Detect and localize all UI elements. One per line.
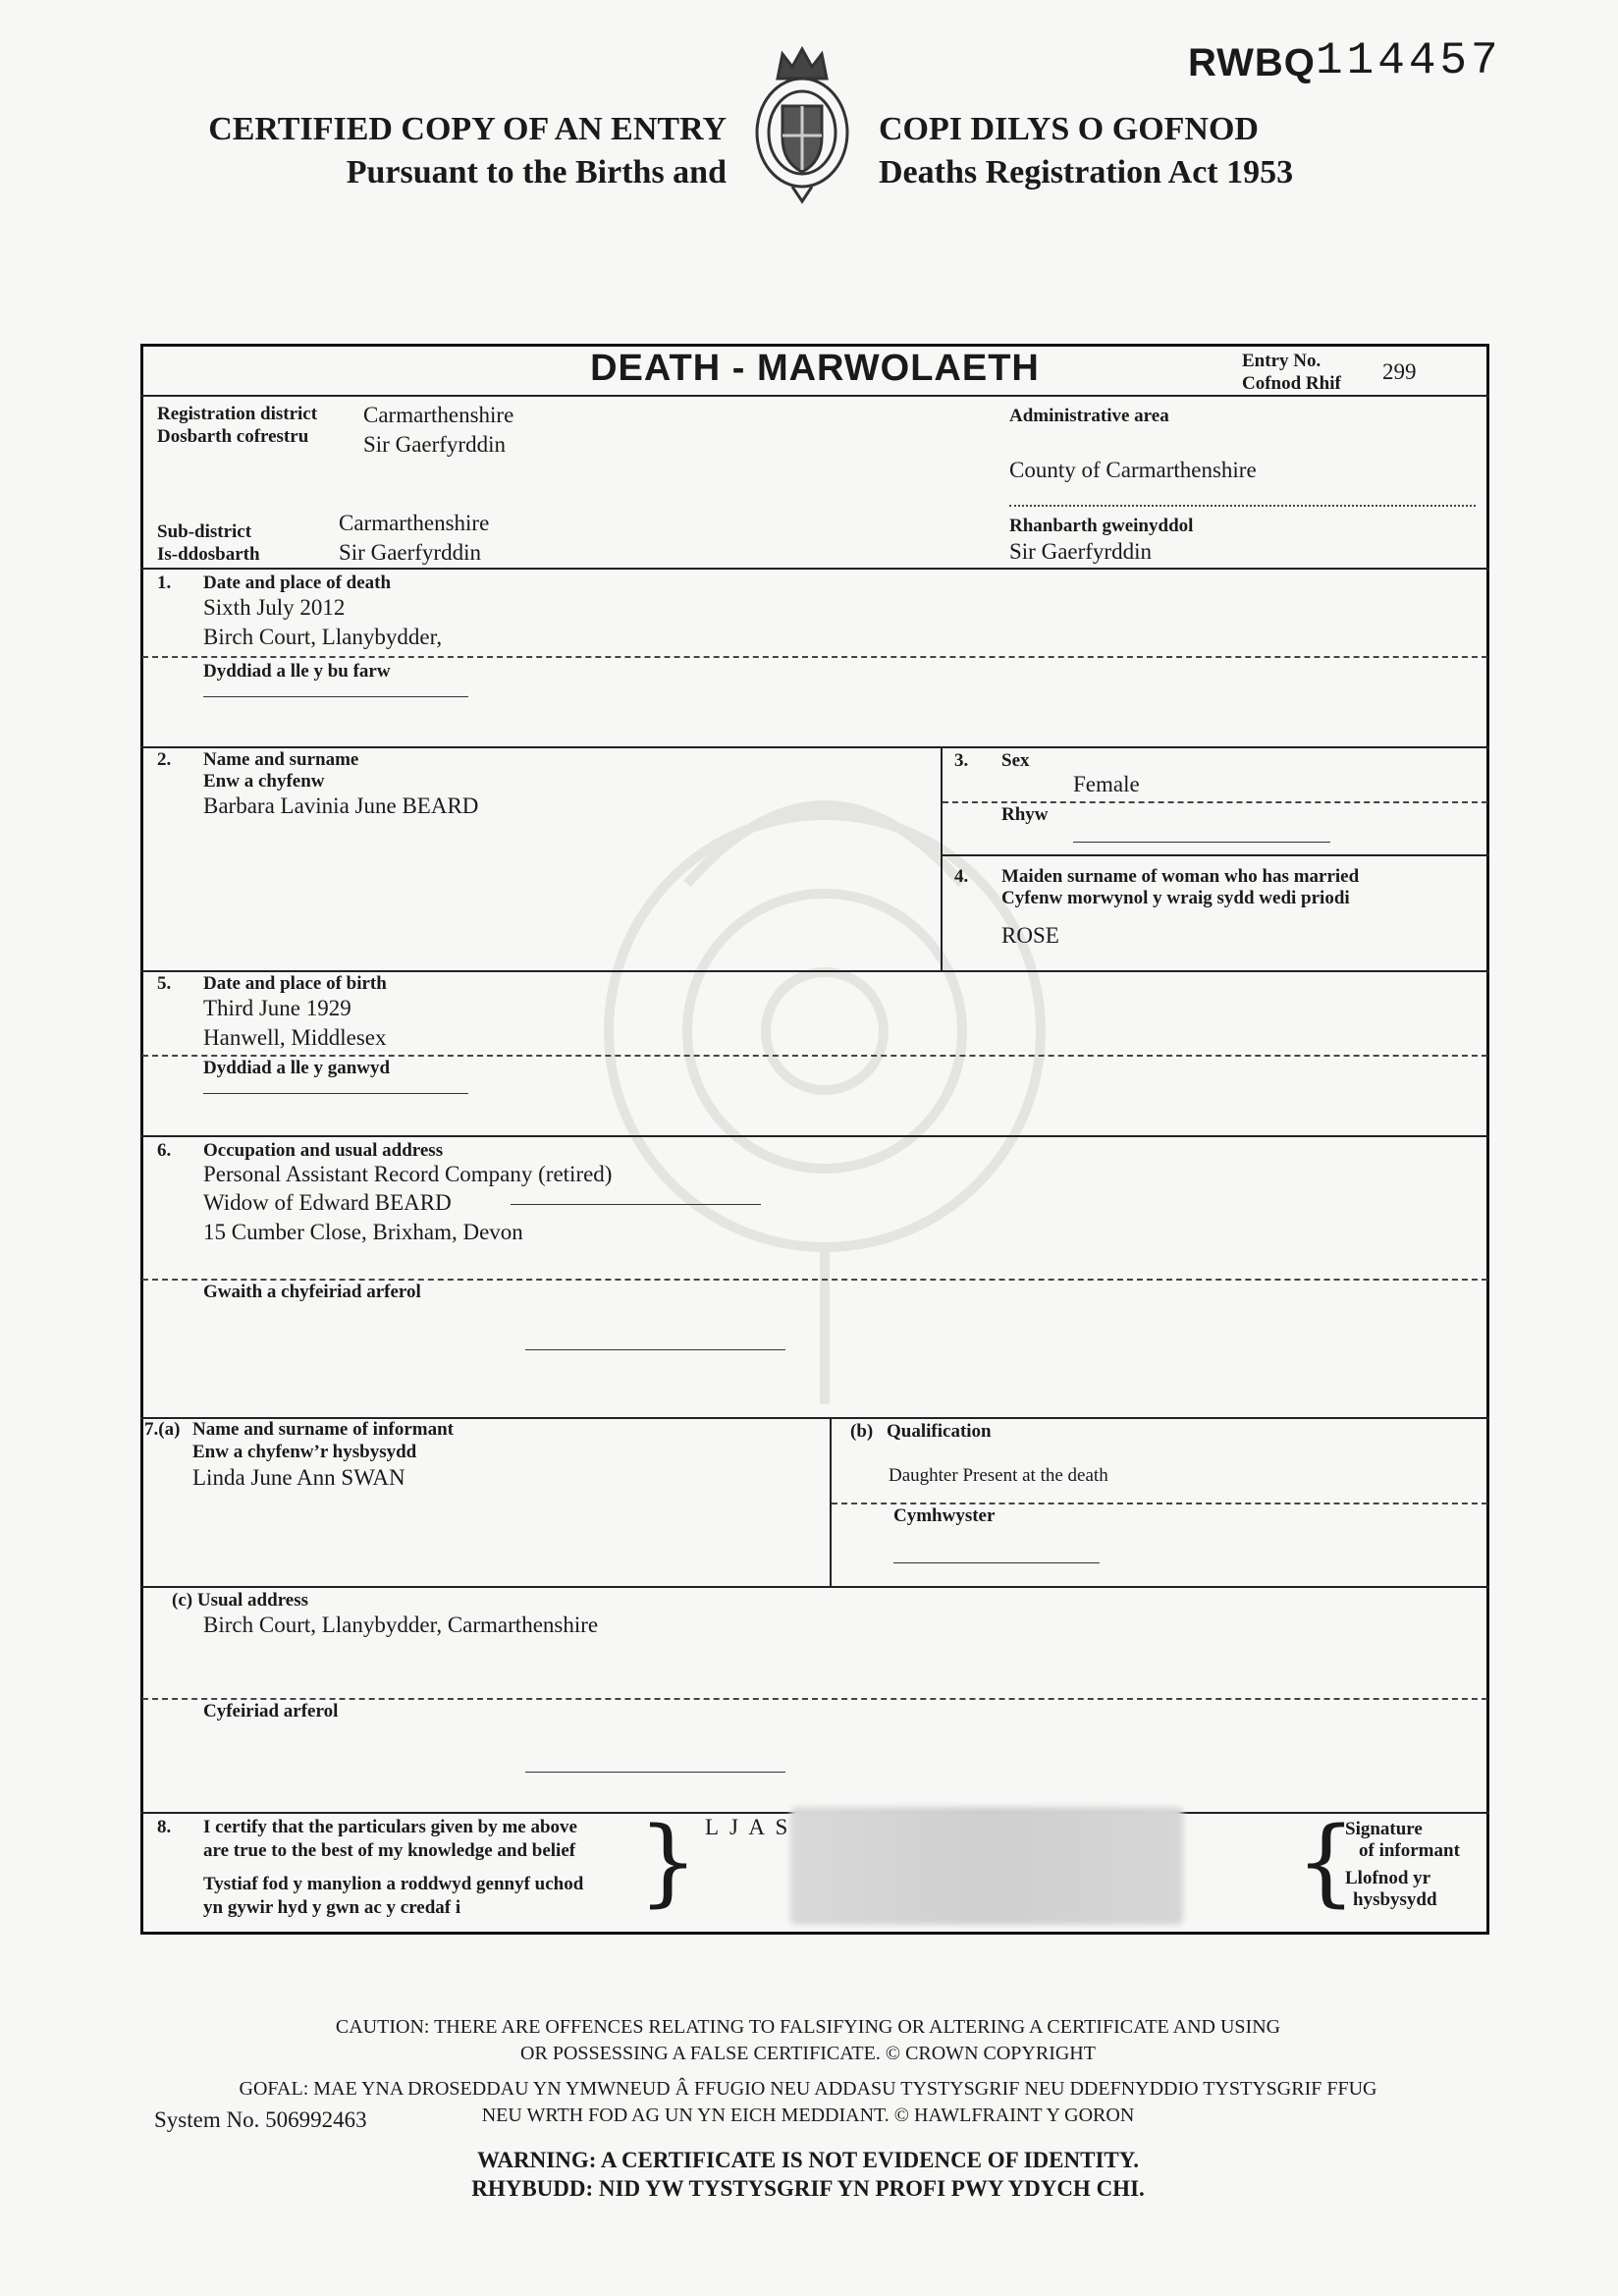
gofal-line2: NEU WRTH FOD AG UN YN EICH MEDDIANT. © HAWLFRAINT Y GORON	[481, 2105, 1135, 2126]
reg-district-value	[363, 401, 513, 460]
reg-district-cy: Sir Gaerfyrddin	[363, 432, 506, 457]
royal-coat-of-arms-icon	[748, 39, 856, 206]
field5-label-en: Date and place of birth	[203, 973, 387, 994]
field8-certify-text	[203, 1816, 583, 1920]
field6-label-en: Occupation and usual address	[203, 1140, 444, 1161]
reg-district-label-en: Registration district	[157, 404, 318, 424]
reg-district-en: Carmarthenshire	[363, 403, 514, 427]
caution-line1: CAUTION: THERE ARE OFFENCES RELATING TO FALSIFYING OR ALTERING A CERTIFICATE AND USING	[335, 2016, 1281, 2038]
form-title: DEATH - MARWOLAETH	[590, 348, 1040, 389]
field3-label-en: Sex	[1001, 750, 1030, 771]
field6-label-cy: Gwaith a chyfeiriad arferol	[203, 1282, 421, 1302]
header-left-line1: CERTIFIED COPY OF AN ENTRY	[208, 111, 727, 147]
field3-label-cy: Rhyw	[1001, 804, 1049, 825]
right-brace-icon: }	[638, 1807, 699, 1917]
admin-area-label-en: Administrative area	[1009, 406, 1169, 426]
field3-value: Female	[1073, 772, 1140, 796]
field8-en-line1: I certify that the particulars given by me above	[203, 1817, 577, 1837]
field7c-label-cy: Cyfeiriad arferol	[203, 1701, 339, 1722]
sig-label-cy-1: Llofnod yr	[1345, 1868, 1431, 1888]
field7c-value: Birch Court, Llanybydder, Carmarthenshire	[203, 1613, 599, 1637]
sig-label-en-1: Signature	[1345, 1819, 1423, 1839]
reg-district-label-cy: Dosbarth cofrestru	[157, 426, 309, 447]
sig-label-en-2: of informant	[1359, 1840, 1460, 1861]
header-left-line2: Pursuant to the Births and	[346, 154, 727, 191]
field1-place: Birch Court, Llanybydder,	[203, 625, 443, 649]
sub-district-label-cy: Is-ddosbarth	[157, 544, 260, 565]
header-right-line2: Deaths Registration Act 1953	[879, 154, 1294, 191]
field6-line1: Personal Assistant Record Company (retired)	[203, 1162, 613, 1186]
field5-label-cy: Dyddiad a lle y ganwyd	[203, 1058, 391, 1078]
field7a-label-cy: Enw a chyfenw’r hysbysydd	[192, 1442, 417, 1462]
field6-number: 6.	[157, 1140, 172, 1161]
sub-district-label-en: Sub-district	[157, 521, 252, 542]
field2-label-cy: Enw a chyfenw	[203, 771, 325, 792]
field7c-label-text: Usual address	[196, 1590, 308, 1611]
field7c-number: (c)	[172, 1590, 193, 1611]
field6-line2: Widow of Edward BEARD	[203, 1190, 452, 1215]
warning-cy: RHYBUDD: NID YW TYSTYSGRIF YN PROFI PWY YDYCH CHI.	[471, 2176, 1145, 2201]
field6-line3: 15 Cumber Close, Brixham, Devon	[203, 1220, 523, 1244]
field7b-label-cy: Cymhwyster	[893, 1505, 996, 1526]
serial-prefix: RWBQ	[1188, 41, 1316, 84]
field4-label-cy: Cyfenw morwynol y wraig sydd wedi priodi	[1001, 888, 1350, 908]
field3-number: 3.	[954, 750, 969, 771]
field7c-label-en	[172, 1589, 308, 1612]
field2-value: Barbara Lavinia June BEARD	[203, 793, 479, 818]
left-brace-icon: {	[1296, 1807, 1357, 1917]
header-left	[147, 108, 727, 194]
admin-area-en: County of Carmarthenshire	[1009, 458, 1257, 482]
field7b-number: (b)	[850, 1421, 874, 1442]
field4-value: ROSE	[1001, 923, 1059, 948]
field8-cy-line1: Tystiaf fod y manylion a roddwyd gennyf uchod	[203, 1874, 584, 1894]
informant-signature-text: L J A S	[705, 1815, 791, 1839]
warning-en: WARNING: A CERTIFICATE IS NOT EVIDENCE OF IDENTITY.	[476, 2148, 1139, 2172]
field5-date: Third June 1929	[203, 996, 351, 1020]
field5-place: Hanwell, Middlesex	[203, 1025, 387, 1050]
redacted-signature	[790, 1807, 1183, 1925]
entry-no-label-en: Entry No.	[1242, 351, 1321, 371]
field8-number: 8.	[157, 1817, 172, 1837]
field2-label-en: Name and surname	[203, 749, 359, 770]
identity-warning	[140, 2146, 1476, 2203]
header-right	[879, 108, 1468, 194]
reg-district-label	[157, 403, 317, 448]
entry-no-label	[1242, 350, 1341, 395]
gofal-line1: GOFAL: MAE YNA DROSEDDAU YN YMWNEUD Â FFUGIO NEU ADDASU TYSTYSGRIF NEU DDEFNYDDIO TYSTYSGRIF FFUG	[239, 2078, 1377, 2100]
admin-area-cy: Sir Gaerfyrddin	[1009, 539, 1152, 564]
header-right-line1: COPI DILYS O GOFNOD	[879, 111, 1259, 147]
field7b-label-en: Qualification	[887, 1421, 992, 1442]
caution-line2: OR POSSESSING A FALSE CERTIFICATE. © CROWN COPYRIGHT	[520, 2043, 1096, 2064]
entry-no-value: 299	[1382, 359, 1417, 384]
field7a-number: 7.(a)	[144, 1419, 181, 1440]
field2-number: 2.	[157, 749, 172, 770]
field1-label-cy: Dyddiad a lle y bu farw	[203, 661, 391, 682]
field8-en-line2: are true to the best of my knowledge and belief	[203, 1840, 576, 1861]
field1-date: Sixth July 2012	[203, 595, 346, 620]
field5-number: 5.	[157, 973, 172, 994]
caution-en	[140, 2014, 1476, 2067]
field1-label-en: Date and place of death	[203, 573, 392, 593]
field8-cy-line2: yn gywir hyd y gwn ac y credaf i	[203, 1897, 461, 1918]
sig-label-cy-2: hysbysydd	[1353, 1889, 1437, 1910]
field4-label-en: Maiden surname of woman who has married	[1001, 866, 1360, 887]
sub-district-value	[339, 509, 489, 568]
field1-number: 1.	[157, 573, 172, 593]
field7a-value: Linda June Ann SWAN	[192, 1465, 405, 1490]
field4-number: 4.	[954, 866, 969, 887]
system-number: System No. 506992463	[154, 2107, 367, 2132]
field7b-value: Daughter Present at the death	[889, 1465, 1108, 1486]
serial-number: 114457	[1316, 35, 1502, 86]
sub-district-label	[157, 520, 260, 566]
admin-area-label-cy: Rhanbarth gweinyddol	[1009, 516, 1194, 536]
sub-district-cy: Sir Gaerfyrddin	[339, 540, 481, 565]
sub-district-en: Carmarthenshire	[339, 511, 490, 535]
field7a-label-en: Name and surname of informant	[192, 1419, 454, 1440]
entry-no-label-cy: Cofnod Rhif	[1242, 373, 1341, 394]
signature-label	[1345, 1819, 1460, 1911]
